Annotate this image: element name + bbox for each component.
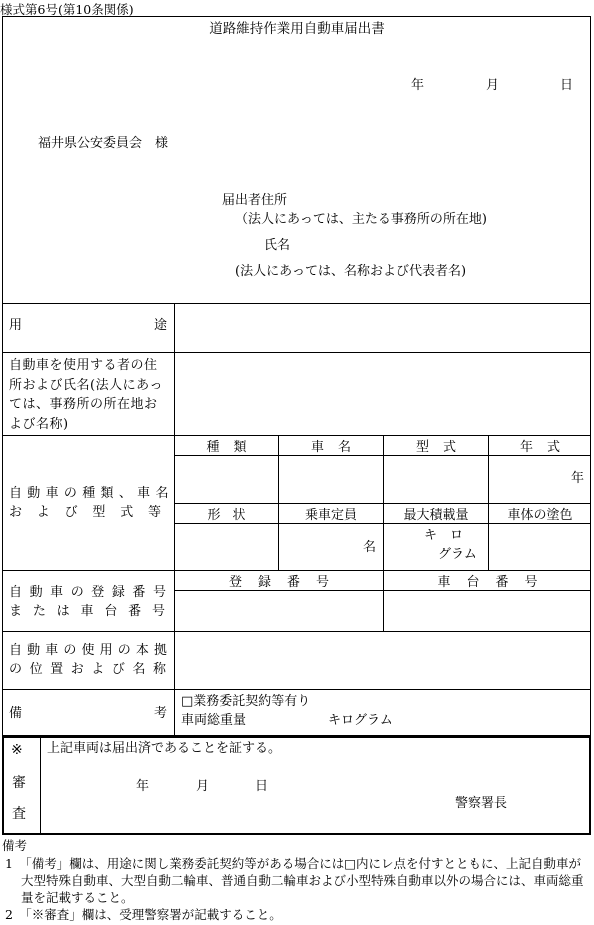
header-shape-text: 形状 (207, 508, 258, 523)
purpose-label-left: 用 (9, 318, 23, 333)
date-year-label: 年 (411, 78, 425, 93)
header-model (384, 436, 488, 455)
grid-line (2, 689, 591, 690)
purpose-label-right: 途 (153, 318, 167, 333)
grid-line (278, 435, 279, 570)
header-chassis-number (384, 571, 591, 590)
header-capacity (279, 504, 383, 523)
inspection-day: 日 (255, 779, 269, 794)
applicant-address-note: （法人にあっては、主たる事務所の所在地) (235, 212, 487, 227)
header-car-name (279, 436, 383, 455)
inspection-certify-text: 上記車両は届出済であることを証する。 (47, 741, 282, 756)
grid-line (2, 303, 591, 304)
notes-heading: 備考 (2, 838, 28, 853)
contract-checkbox-label: □業務委託契約等有り (181, 694, 311, 709)
header-registration-number (175, 571, 383, 590)
header-car-name-text: 車名 (310, 440, 365, 455)
header-model-year (489, 436, 591, 455)
header-model-text: 型式 (415, 440, 470, 455)
date-month-label: 月 (486, 78, 500, 93)
header-max-load (384, 504, 488, 523)
purpose-label (9, 318, 167, 335)
vehicle-type-label-1: 自動車の種類、車名 (9, 486, 169, 501)
gross-weight-label: 車両総重量 (181, 713, 247, 728)
grid-line (383, 435, 384, 570)
remarks-label (9, 706, 167, 723)
form-title: 道路維持作業用自動車届出書 (209, 21, 385, 37)
inspection-char-2: 査 (12, 806, 26, 822)
police-chief-label: 警察署長 (455, 796, 508, 811)
grid-line (2, 631, 591, 632)
remarks-label-left: 備 (9, 706, 23, 721)
note-item-2: 2 「※審査」欄は、受理警察署が記載すること。 (5, 907, 282, 922)
gross-weight-unit: キログラム (328, 713, 393, 728)
header-model-year-text: 年式 (519, 440, 574, 455)
registration-label-1: 自動車の登録番号 (9, 585, 169, 600)
unit-persons: 名 (363, 540, 377, 555)
inspection-mark: ※ (11, 742, 23, 758)
header-chassis-number-text: 車台番号 (437, 575, 554, 590)
vehicle-type-label-2: および型式等 (9, 505, 169, 520)
header-body-color-text: 車体の塗色 (507, 508, 573, 523)
applicant-name-label: 氏名 (264, 238, 291, 253)
base-location-label-1: 自動車の使用の本拠 (9, 643, 169, 658)
applicant-address-label: 届出者住所 (222, 193, 288, 208)
inspection-month: 月 (196, 779, 210, 794)
unit-kg-line2: グラム (438, 547, 477, 562)
grid-line (2, 352, 591, 353)
header-max-load-text: 最大積載量 (403, 508, 469, 523)
base-location-label-2: の位置および名称 (9, 662, 169, 677)
grid-line (488, 435, 489, 570)
inspection-divider (40, 737, 41, 834)
header-registration-number-text: 登録番号 (228, 575, 345, 590)
date-day-label: 日 (560, 78, 574, 93)
unit-year: 年 (571, 471, 585, 486)
header-type (175, 436, 278, 455)
addressee: 福井県公安委員会 様 (38, 136, 169, 151)
header-capacity-text: 乗車定員 (304, 508, 357, 523)
header-shape (175, 504, 278, 523)
inspection-year: 年 (136, 779, 150, 794)
inspection-char-1: 審 (12, 775, 26, 791)
registration-label-2: または車台番号 (9, 604, 169, 619)
header-type-text: 種類 (206, 440, 261, 455)
user-address-label: 自動車を使用する者の住所および氏名(法人にあっては、事務所の所在地および名称) (9, 358, 163, 432)
applicant-name-note: (法人にあっては、名称および代表者名) (235, 264, 467, 279)
unit-kg-line1: キ ロ (424, 528, 464, 543)
remarks-label-right: 考 (153, 706, 167, 721)
form-number-label: 様式第6号(第10条関係) (0, 2, 134, 17)
header-body-color (489, 504, 591, 523)
note-item-1: 1 「備考」欄は、用途に関し業務委託契約等がある場合には□内にレ点を付すとともに、上記自動車が大型特殊自動車、大型自動二輪車、普通自動二輪車および小型特殊自動車以外の場合には、車両総重量を記載すること。 (5, 856, 584, 905)
